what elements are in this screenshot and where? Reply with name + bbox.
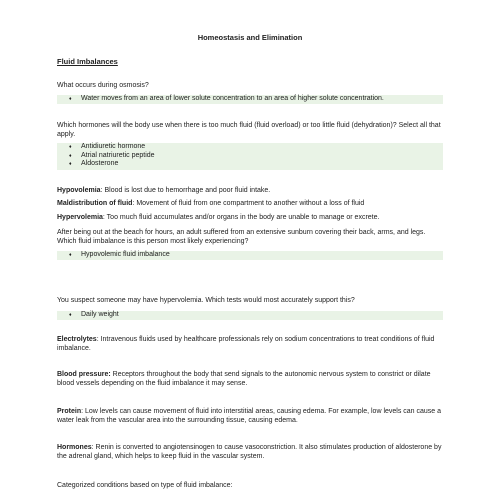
bullet-icon: ♦ bbox=[69, 96, 72, 102]
answer-text: Atrial natriuretic peptide bbox=[81, 151, 155, 159]
definition-hypervolemia: Hypervolemia: Too much fluid accumulates and/or organs in the body are unable to manage or excrete. bbox=[57, 214, 380, 221]
answer-sunburn bbox=[57, 251, 443, 260]
answer-text: Hypovolemic fluid imbalance bbox=[81, 251, 170, 258]
bullet-icon: ♦ bbox=[69, 161, 72, 167]
answer-text: Aldosterone bbox=[81, 160, 119, 167]
bullet-icon: ♦ bbox=[69, 312, 72, 318]
paragraph-blood-pressure: Blood pressure: Receptors throughout the body that send signals to the autonomic nervous system to constrict or dilate blood vessels depending on the fluid imbalance it may sense. bbox=[57, 371, 431, 387]
section-heading: Fluid Imbalances bbox=[57, 57, 118, 66]
document-title: Homeostasis and Elimination bbox=[197, 33, 303, 42]
definition-hypovolemia: Hypovolemia: Blood is lost due to hemorrhage and poor fluid intake. bbox=[57, 187, 271, 194]
answer-hormones bbox=[57, 143, 443, 170]
bullet-icon: ♦ bbox=[69, 252, 72, 258]
bullet-icon: ♦ bbox=[69, 152, 72, 159]
answer-hypervolemia-tests bbox=[57, 311, 443, 320]
paragraph-electrolytes: Electrolytes: Intravenous fluids used by healthcare professionals rely on sodium concentrations to treat conditions of fluid imbalance. bbox=[57, 336, 435, 352]
paragraph-hormones: Hormones: Renin is converted to angiotensinogen to cause vasoconstriction. It also stimulates production of aldosterone by the adrenal gland, which helps to keep fluid in the vascular system. bbox=[57, 444, 442, 460]
paragraph-protein: Protein: Low levels can cause movement of fluid into interstitial areas, causing edema. For example, low levels can cause a water leak from the vascular area into the surrounding tissue, causing edema. bbox=[57, 408, 442, 424]
bullet-icon: ♦ bbox=[69, 144, 72, 150]
answer-osmosis bbox=[57, 95, 443, 104]
answer-text: Antidiuretic hormone bbox=[81, 143, 146, 150]
question-hypervolemia-tests: You suspect someone may have hypervolemia. Which tests would most accurately support this? bbox=[57, 297, 355, 304]
answer-text: Daily weight bbox=[81, 311, 119, 318]
question-categorized-conditions: Categorized conditions based on type of fluid imbalance: bbox=[57, 482, 233, 489]
question-hormones: Which hormones will the body use when there is too much fluid (fluid overload) or too little fluid (dehydration)? Select all that apply. bbox=[57, 122, 441, 138]
answer-text: Water moves from an area of lower solute concentration to an area of higher solute concentration. bbox=[81, 95, 384, 102]
question-osmosis: What occurs during osmosis? bbox=[57, 82, 149, 89]
question-sunburn: After being out at the beach for hours, an adult suffered from an extensive sunburn covering their back, arms, and legs. Which fluid imbalance is this person most likely experiencing? bbox=[57, 229, 426, 245]
definition-maldistribution: Maldistribution of fluid: Movement of fluid from one compartment to another without a loss of fluid bbox=[57, 200, 365, 207]
